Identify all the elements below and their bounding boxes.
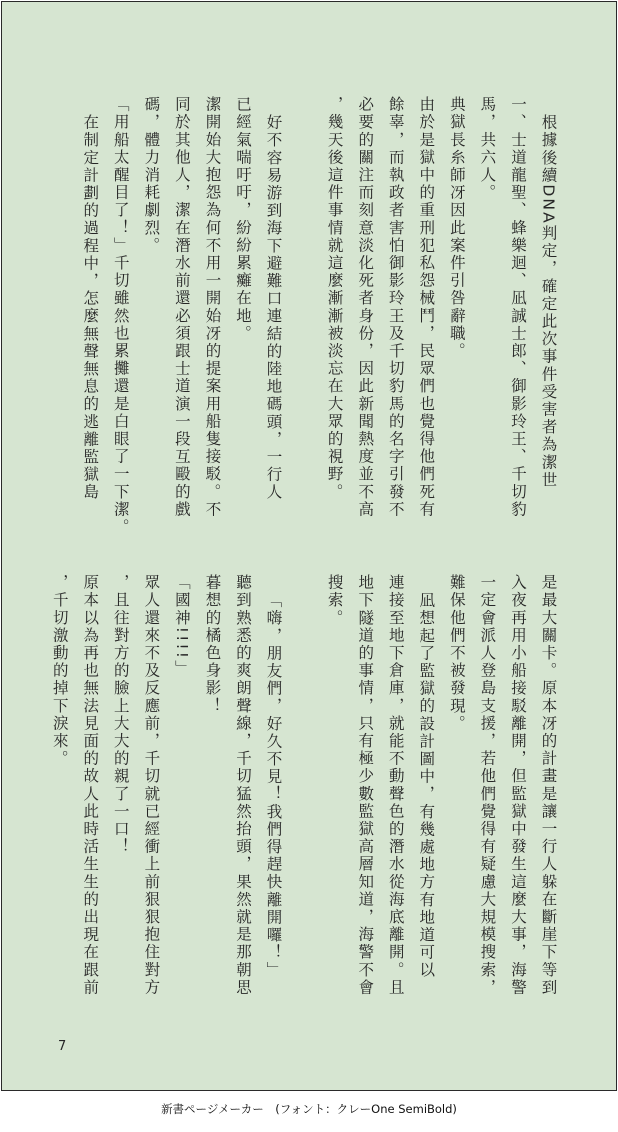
text-column: 凪想起了監獄的設計圖中，有幾處地方有地道可以	[417, 592, 436, 980]
text-column: 連接至地下倉庫，就能不動聲色的潛水從海底離開。且	[386, 574, 405, 997]
text-column: 已經氣喘吁吁，紛紛累癱在地。	[234, 96, 252, 343]
text-column: ，千切激動的掉下淚來。	[50, 574, 69, 768]
text-column: 好不容易游到海下避難口連結的陸地碼頭，一行人	[264, 114, 283, 502]
text-column: 「國神!!!!」	[172, 574, 191, 678]
text-column: 一、士道龍聖、蜂樂迴、凪誠士郎、御影玲王、千切豹	[508, 96, 527, 519]
text-column: 「用船太醒目了！」千切雖然也累攤還是白眼了一下潔。	[111, 96, 130, 536]
text-column: ，且往對方的臉上大大的親了一口！	[111, 574, 130, 856]
text-column: 地下隧道的事情，只有極少數監獄高層知道，海警不會	[356, 574, 375, 997]
footer-caption: 新書ページメーカー (フォント：クレーOne SemiBold)	[161, 1102, 457, 1116]
text-column: ，幾天後這件事情就這麼漸漸被淡忘在大眾的視野。	[325, 96, 344, 501]
text-column: 潔開始大抱怨為何不用一開始冴的提案用船隻接駁。不	[203, 96, 222, 519]
text-column: 入夜再用小船接駁離開，但監獄中發生這麼大事，海警	[508, 574, 527, 997]
text-column: 眾人還來不及反應前，千切就已經衝上前狠狠抱住對方	[142, 574, 161, 997]
text-column: 馬，共六人。	[478, 96, 497, 202]
text-column: 難保他們不被發現。	[447, 574, 466, 733]
text-column: 暮想的橘色身影！	[203, 574, 222, 715]
book-page	[1, 1, 617, 1091]
text-column: 根據後續DNA判定，確定此次事件受害者為潔世	[539, 114, 558, 489]
text-column: 聽到熟悉的爽朗聲線，千切猛然抬頭，果然就是那朝思	[234, 574, 252, 997]
text-column: 碼，體力消耗劇烈。	[142, 96, 161, 255]
text-column: 在制定計劃的過程中，怎麼無聲無息的逃離監獄島	[81, 114, 100, 502]
text-column: 是最大關卡。原本冴的計畫是讓一行人躲在斷崖下等到	[539, 574, 558, 997]
text-column: 搜索。	[325, 574, 344, 627]
text-column: 一定會派人登島支援，若他們覺得有疑慮大規模搜索，	[478, 574, 497, 997]
text-column: 同於其他人，潔在潛水前還必須跟士道演一段互毆的戲	[172, 96, 191, 519]
text-column: 「嗨，朋友們，好久不見！我們得趕快離開囉！」	[264, 592, 283, 980]
text-column: 典獄長糸師冴因此案件引咎辭職。	[447, 96, 466, 360]
text-column: 由於是獄中的重刑犯私怨械鬥，民眾們也覺得他們死有	[417, 96, 436, 519]
text-column: 餘辜，而執政者害怕御影玲王及千切豹馬的名字引發不	[386, 96, 405, 519]
page-number: 7	[58, 1039, 67, 1054]
text-column: 原本以為再也無法見面的故人此時活生生的出現在跟前	[81, 574, 100, 997]
text-column: 必要的關注而刻意淡化死者身份，因此新聞熱度並不高	[356, 96, 375, 519]
